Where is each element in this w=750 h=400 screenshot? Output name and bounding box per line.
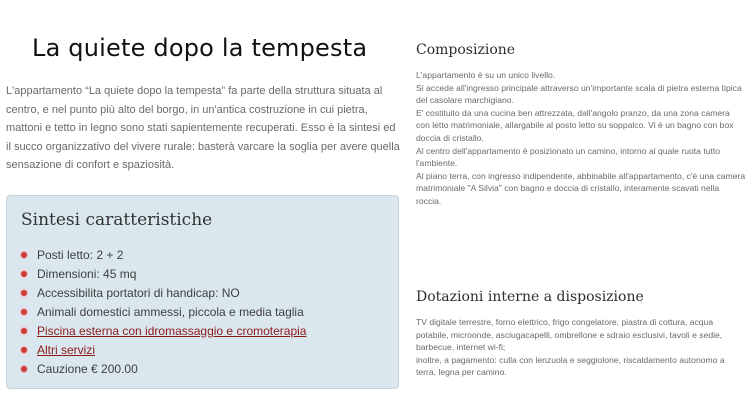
bullet-icon [20,251,28,259]
features-title: Sintesi caratteristiche [21,210,213,230]
composizione-title: Composizione [416,42,516,58]
feature-item [20,322,306,341]
altri-servizi-link[interactable]: Altri servizi [37,343,96,357]
composizione-line: Si accede all'ingresso principale attraverso un'importante scala di pietra esterna tipica del casolare marchigiano. [416,82,742,106]
dotazioni-line: inoltre, a pagamento: culla con lenzuola e seggiolone, riscaldamento autonomo a terra, legna per camino. [416,354,725,378]
intro-text: L'appartamento “La quiete dopo la tempesta” fa parte della struttura situata al centro, e nel punto più alto del borgo, in un'antica costruzione in cui pietra, mattoni e tetto in legno sono stati sapientemente recuperati. Esso è la sintesi ed il succo organizzativo del vivere rurale: basterà varcare la soglia per avere quella sensazione di confort e spaziosità. [6,85,400,172]
feature-item [20,284,306,303]
dotazioni-line: TV digitale terrestre, forno elettrico, frigo congelatore, piastra di cottura, acqua potabile, microonde, asciugacapelli, ombrellone e sdraio esclusivi, tavoli e sedie, barbecue, internet wi-fi; [416,317,723,353]
feature-item [20,246,306,265]
bullet-icon [20,327,28,335]
composizione-line: Al piano terra, con ingresso indipendente, abbinabile all'appartamento, c'è una camera matrimoniale "A Silvia" con bagno e doccia di cristallo, interamente scavati nella roccia. [416,170,746,206]
features-list [20,246,306,379]
bullet-icon [20,346,28,354]
feature-item [20,265,306,284]
bullet-icon [20,308,28,316]
composizione-line: E' costituito da una cucina ben attrezzata, dall'angolo pranzo, da una zona camera con letto matrimoniale, allargabile al posto letto su soppalco. Vi è un bagno con box doccia di cristallo. [416,107,734,143]
piscina-link[interactable]: Piscina esterna con idromassaggio e cromoterapia [37,324,307,338]
composizione-text [416,69,746,208]
dotazioni-title: Dotazioni interne a disposizione [416,289,644,305]
page-title: La quiete dopo la tempesta [32,34,368,62]
bullet-icon [20,365,28,373]
dotazioni-text [416,316,746,379]
bullet-icon [20,270,28,278]
feature-label: Animali domestici ammessi, piccola e media taglia [37,305,304,319]
feature-item [20,303,306,322]
bullet-icon [20,289,28,297]
composizione-line: L'appartamento è su un unico livello. [416,70,556,80]
feature-label: Posti letto: 2 + 2 [37,248,124,262]
composizione-line: Al centro dell'appartamento è posizionato un camino, intorno al quale ruota tutto l'ambiente. [416,145,721,169]
features-box [6,195,399,389]
feature-label: Dimensioni: 45 mq [37,267,137,281]
feature-item [20,360,306,379]
feature-label: Accessibilita portatori di handicap: NO [37,286,240,300]
feature-item [20,341,306,360]
feature-label: Cauzione € 200.00 [37,362,138,376]
